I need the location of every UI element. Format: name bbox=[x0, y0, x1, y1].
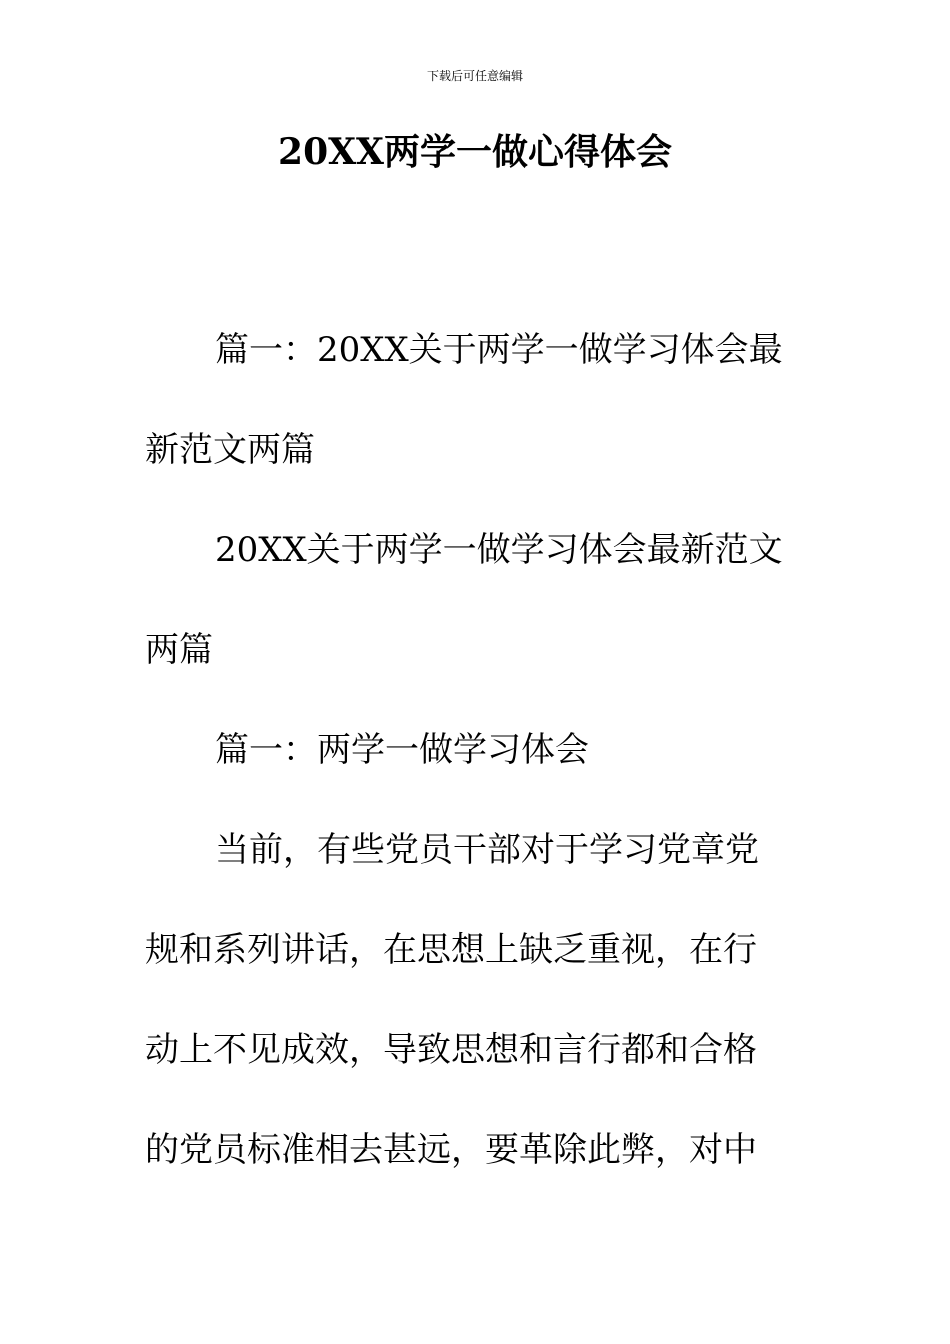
document-body bbox=[145, 300, 785, 1200]
paragraph-1: 篇一：20XX关于两学一做学习体会最新范文两篇 bbox=[145, 330, 783, 470]
document-title: 20XX两学一做心得体会 bbox=[278, 131, 672, 173]
paragraph-3: 篇一：两学一做学习体会 bbox=[215, 730, 589, 770]
paragraph-2: 20XX关于两学一做学习体会最新范文两篇 bbox=[145, 530, 783, 670]
header-note: 下载后可任意编辑 bbox=[426, 69, 523, 83]
paragraph-4: 当前，有些党员干部对于学习党章党规和系列讲话，在思想上缺乏重视，在行动上不见成效，导致思想和言行都和合格的党员标准相去甚远，要革除此弊，对中 bbox=[145, 830, 759, 1170]
